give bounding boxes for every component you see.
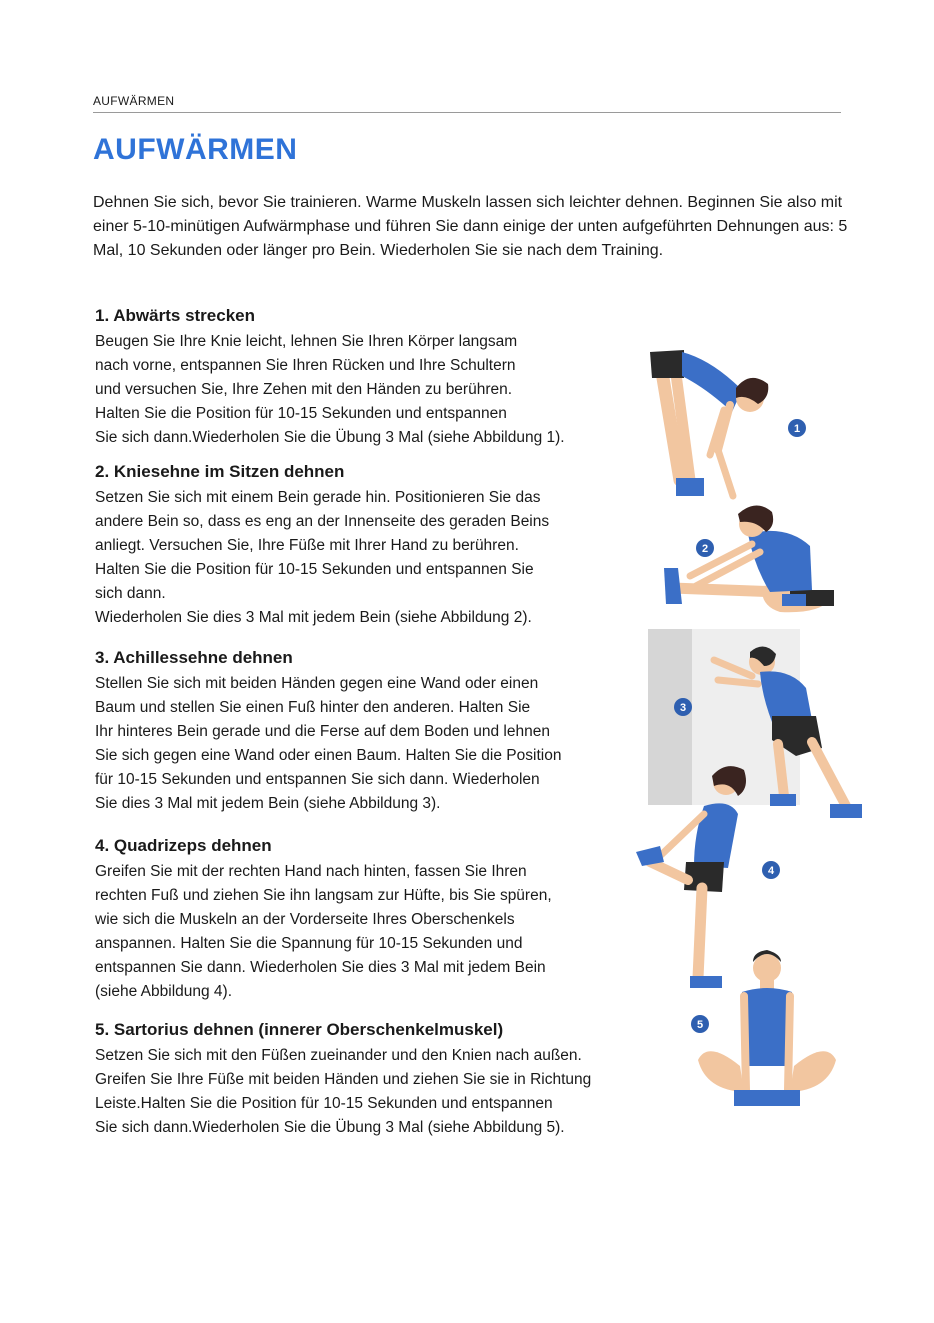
exercise-illustrations	[634, 330, 868, 1120]
figure-5-sartorius-stretch	[698, 950, 836, 1106]
figure-2-seated-hamstring	[664, 505, 834, 612]
figure-badge-label: 2	[701, 543, 709, 555]
intro-paragraph: Dehnen Sie sich, bevor Sie trainieren. Warme Muskeln lassen sich leichter dehnen. Beginnen Sie also mit einer 5-10-minütigen Aufwärmphase und führen Sie dann einige der unten aufgeführten Dehnungen aus: 5 Mal, 10 Sekunden oder länger pro Bein. Wiederholen Sie sie nach dem Training.	[93, 194, 848, 259]
figure-2-badge	[696, 539, 714, 557]
section-text: Beugen Sie Ihre Knie leicht, lehnen Sie Ihren Körper langsam nach vorne, entspannen Sie Ihren Rücken und Ihre Schultern und versuchen Sie, Ihre Zehen mit den Händen zu berühren. Halten Sie die Position für 10-15 Sekunden und entspannen Sie sich dann.Wiederholen Sie die Übung 3 Mal (siehe Abbildung 1).	[95, 333, 565, 446]
section-heading: 3. Achillessehne dehnen	[95, 648, 293, 667]
figure-badge-label: 3	[679, 702, 687, 714]
section-downward-stretch	[95, 304, 655, 450]
running-header: AUFWÄRMEN	[93, 94, 175, 108]
figure-3-achilles-stretch	[648, 629, 862, 818]
figure-3-badge	[674, 698, 692, 716]
figure-badge-label: 1	[793, 423, 801, 435]
section-text: Setzen Sie sich mit einem Bein gerade hin. Positionieren Sie das andere Bein so, dass es eng an der Innenseite des geraden Beins anliegt. Versuchen Sie, Ihre Füße mit Ihrer Hand zu berühren. Halten Sie die Position für 10-15 Sekunden und entspannen Sie sich dann. Wiederholen Sie dies 3 Mal mit jedem Bein (siehe Abbildung 2).	[95, 489, 550, 626]
figure-1-badge	[788, 419, 806, 437]
figure-badge-label: 5	[696, 1019, 704, 1031]
figure-5-badge	[691, 1015, 709, 1033]
section-text: Greifen Sie mit der rechten Hand nach hinten, fassen Sie Ihren rechten Fuß und ziehen Sie ihn langsam zur Hüfte, bis Sie spüren, wie sich die Muskeln an der Vorderseite Ihres Oberschenkels anspannen. Halten Sie die Spannung für 10-15 Sekunden und entspannen Sie dann. Wiederholen Sie dies 3 Mal mit jedem Bein (siehe Abbildung 4).	[95, 863, 552, 1000]
section-heading: 5. Sartorius dehnen (innerer Oberschenkelmuskel)	[95, 1020, 504, 1039]
header-divider	[93, 112, 841, 113]
figure-4-badge	[762, 861, 780, 879]
section-heading: 4. Quadrizeps dehnen	[95, 836, 272, 855]
section-quadriceps	[95, 834, 635, 1004]
section-text: Stellen Sie sich mit beiden Händen gegen eine Wand oder einen Baum und stellen Sie einen Fuß hinter den anderen. Halten Sie Ihr hinteres Bein gerade und die Ferse auf dem Boden und lehnen Sie sich gegen eine Wand oder einen Baum. Halten Sie die Position für 10-15 Sekunden und entspannen Sie sich dann. Wiederholen Sie dies 3 Mal mit jedem Bein (siehe Abbildung 3).	[95, 675, 562, 812]
figure-1-forward-bend	[650, 350, 768, 496]
section-heading: 1. Abwärts strecken	[95, 306, 255, 325]
wall	[648, 629, 692, 805]
section-seated-hamstring	[95, 460, 635, 630]
page-title: AUFWÄRMEN	[93, 133, 298, 166]
section-heading: 2. Kniesehne im Sitzen dehnen	[95, 462, 345, 481]
figure-badge-label: 4	[767, 865, 775, 877]
section-achilles	[95, 646, 645, 816]
section-sartorius	[95, 1018, 685, 1140]
section-text: Setzen Sie sich mit den Füßen zueinander und den Knien nach außen. Greifen Sie Ihre Füße mit beiden Händen und ziehen Sie sie in Richtung Leiste.Halten Sie die Position für 10-15 Sekunden und entspannen Sie sich dann.Wiederholen Sie die Übung 3 Mal (siehe Abbildung 5).	[95, 1047, 592, 1136]
